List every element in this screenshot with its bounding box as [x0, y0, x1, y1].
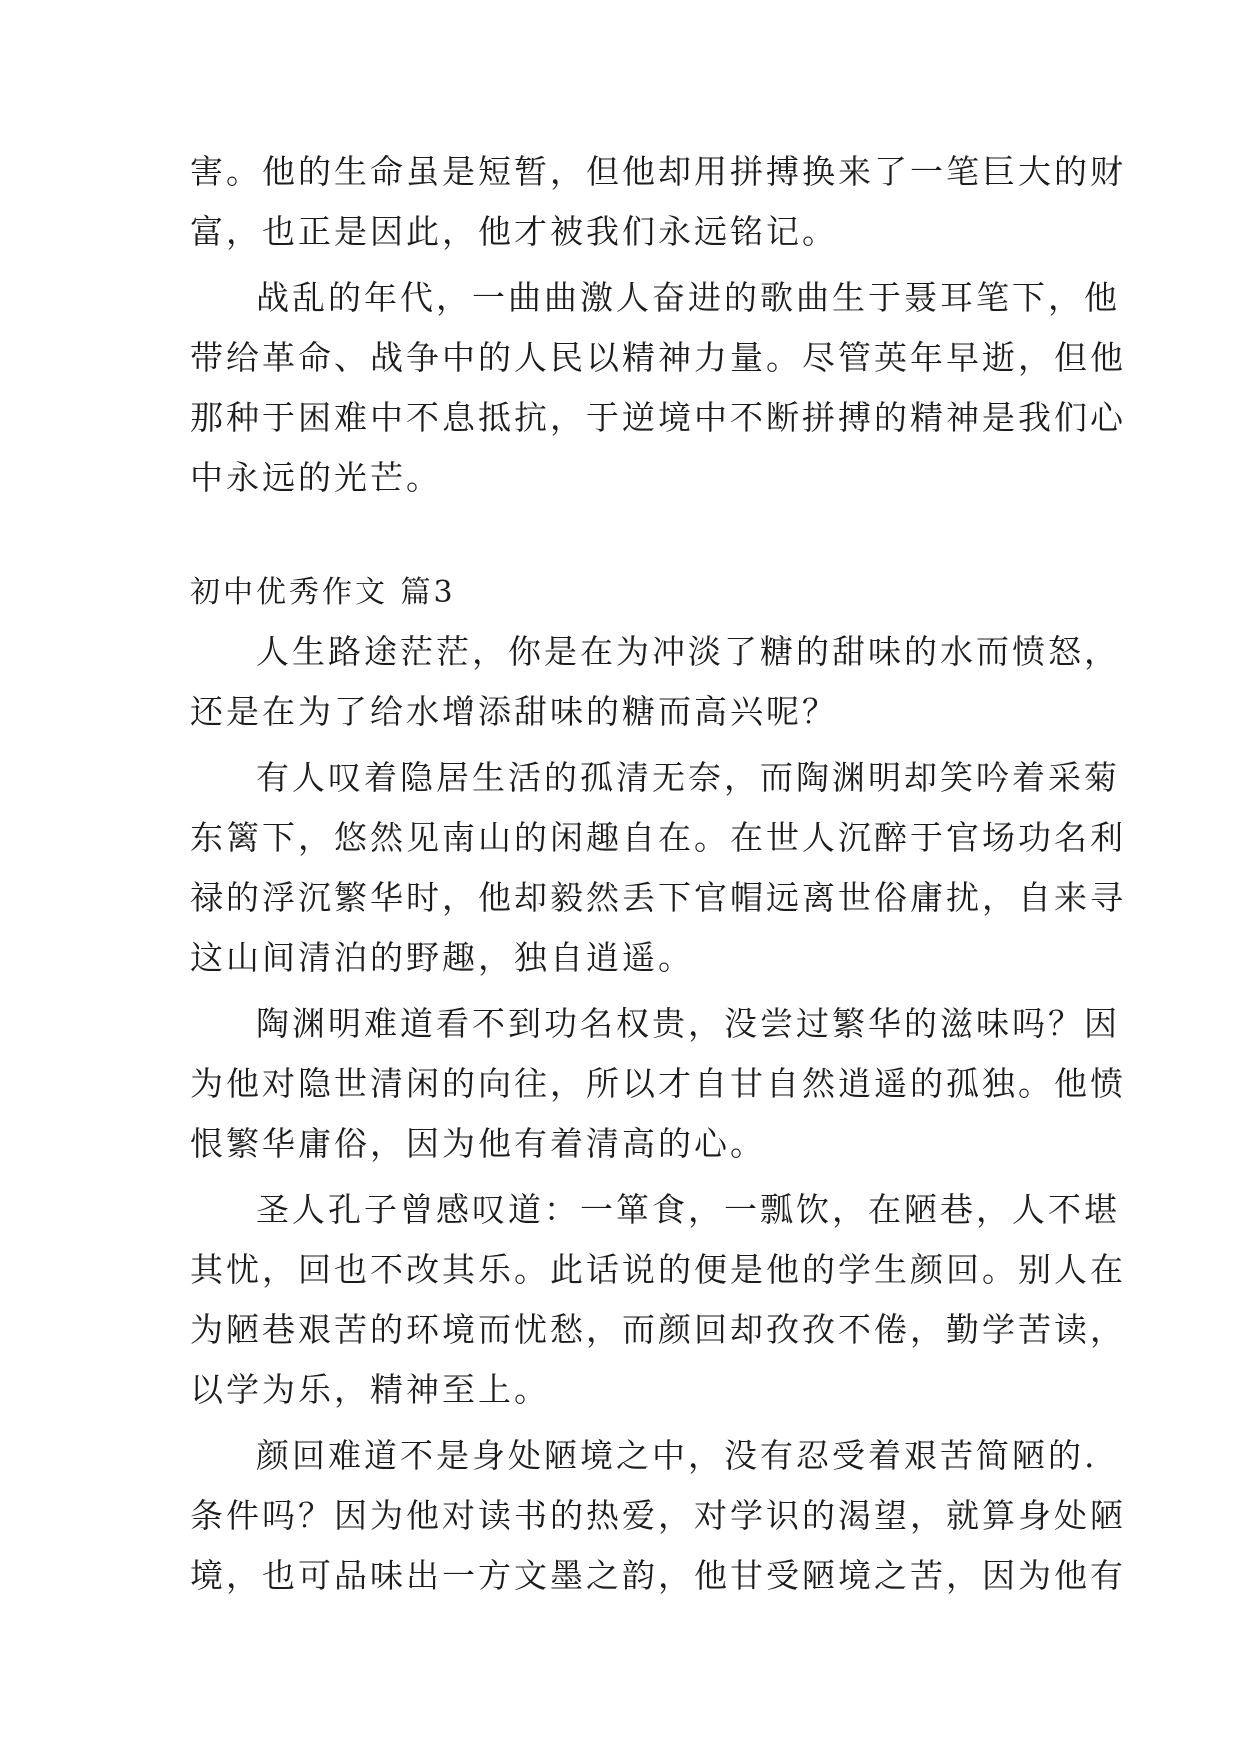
paragraph-line: 这山间清泊的野趣，独自逍遥。 — [190, 938, 694, 977]
paragraph-line: 陶渊明难道看不到功名权贵，没尝过繁华的滋味吗？因 — [256, 1004, 1120, 1043]
paragraph-line: 其忧，回也不改其乐。此话说的便是他的学生颜回。别人在 — [190, 1250, 1126, 1289]
paragraph-line: 条件吗？因为他对读书的热爱，对学识的渴望，就算身处陋 — [190, 1496, 1126, 1535]
paragraph-line: 还是在为了给水增添甜味的糖而高兴呢？ — [190, 692, 838, 731]
paragraph-line: 那种于困难中不息抵抗，于逆境中不断拼搏的精神是我们心 — [190, 398, 1126, 437]
paragraph-line: 颜回难道不是身处陋境之中，没有忍受着艰苦简陋的. — [256, 1436, 1098, 1475]
paragraph-line: 圣人孔子曾感叹道：一箪食，一瓢饮，在陋巷，人不堪 — [256, 1190, 1120, 1229]
paragraph-line: 富，也正是因此，他才被我们永远铭记。 — [190, 212, 838, 251]
paragraph-line: 东篱下，悠然见南山的闲趣自在。在世人沉醉于官场功名利 — [190, 818, 1126, 857]
paragraph-line: 人生路途茫茫，你是在为冲淡了糖的甜味的水而愤怒， — [256, 632, 1120, 671]
paragraph-line: 境，也可品味出一方文墨之韵，他甘受陋境之苦，因为他有 — [190, 1556, 1126, 1595]
paragraph-line: 中永远的光芒。 — [190, 458, 442, 497]
paragraph-line: 禄的浮沉繁华时，他却毅然丢下官帽远离世俗庸扰，自来寻 — [190, 878, 1126, 917]
paragraph-line: 有人叹着隐居生活的孤清无奈，而陶渊明却笑吟着采菊 — [256, 758, 1120, 797]
section-title: 初中优秀作文 篇3 — [190, 575, 456, 610]
paragraph-line: 害。他的生命虽是短暂，但他却用拼搏换来了一笔巨大的财 — [190, 152, 1126, 191]
paragraph-line: 以学为乐，精神至上。 — [190, 1370, 550, 1409]
paragraph-line: 战乱的年代，一曲曲激人奋进的歌曲生于聂耳笔下，他 — [256, 278, 1120, 317]
paragraph-line: 为陋巷艰苦的环境而忧愁，而颜回却孜孜不倦，勤学苦读， — [190, 1310, 1126, 1349]
paragraph-line: 带给革命、战争中的人民以精神力量。尽管英年早逝，但他 — [190, 338, 1126, 377]
paragraph-line: 恨繁华庸俗，因为他有着清高的心。 — [190, 1124, 766, 1163]
paragraph-line: 为他对隐世清闲的向往，所以才自甘自然逍遥的孤独。他愤 — [190, 1064, 1126, 1103]
